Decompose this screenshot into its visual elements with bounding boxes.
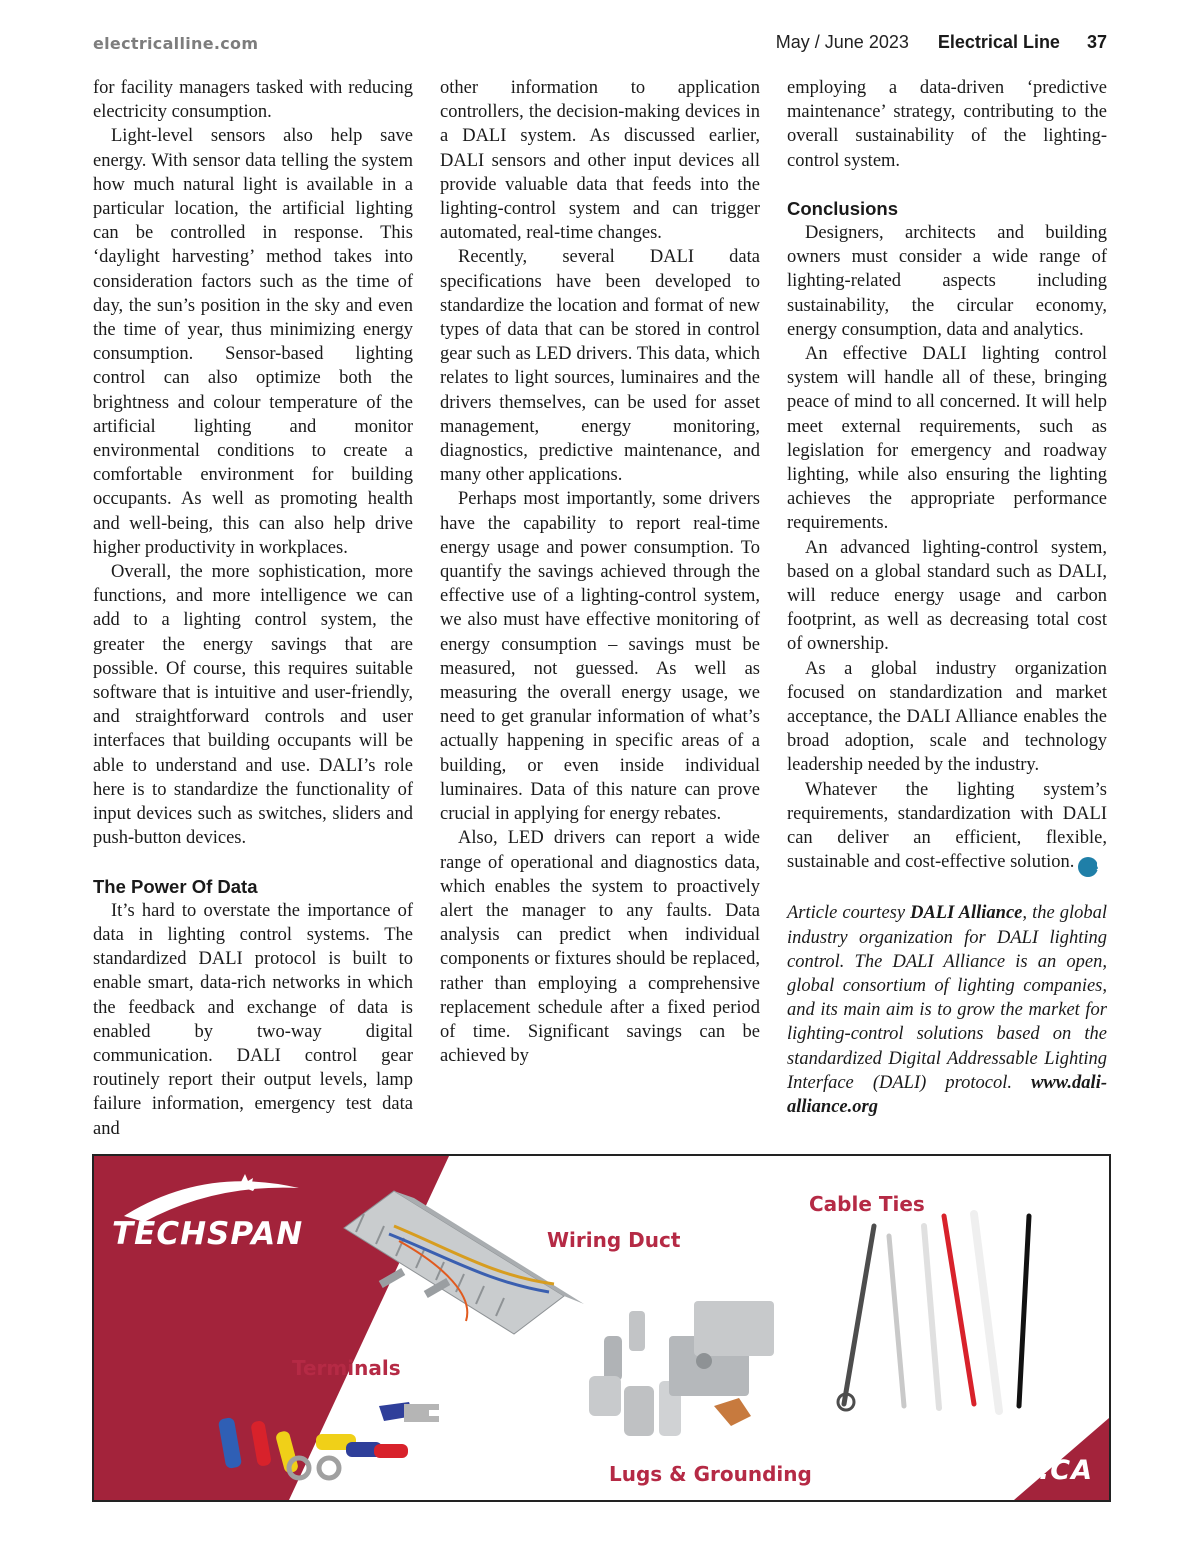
paragraph: Also, LED drivers can report a wide range of operational and diagnostics data, which enables the system to proactively alert the manager to any faults. Data analysis can predict when individual components or fixtures should be replaced, rather than employing a comprehensive replacement schedule after a fixed period of time. Significant savings can be achieved by [440, 828, 760, 1067]
section-heading: The Power Of Data [93, 875, 258, 897]
end-of-article-icon: Ω [1078, 857, 1098, 877]
article-column-1 [93, 76, 413, 1141]
techspan-advertisement[interactable] [92, 1154, 1111, 1502]
paragraph-text: Whatever the lighting system’s requirements, standardization with DALI can deliver an efficient, flexible, sustainable and cost-effective solution. [787, 779, 1107, 873]
label-cable-ties: Cable Ties [809, 1192, 925, 1216]
credit-description: , the global industry organization for DALI lighting control. The DALI Alliance is an open, global consortium of lighting companies, and its main aim is to grow the market for lighting-control solutions based on the standardized Digital Addressable Lighting Interface (DALI) protocol. [787, 903, 1107, 1093]
credit-prefix: Article courtesy [787, 903, 911, 924]
label-lugs-grounding: Lugs & Grounding [609, 1462, 812, 1486]
brand-website[interactable]: TECHSPAN.CA [871, 1455, 1093, 1486]
page-header [93, 32, 1107, 60]
paragraph: An effective DALI lighting control system will handle all of these, bringing peace of mind to all concerned. It will help meet external requirements, such as legislation for emergency and roadway lighting, while also ensuring the lighting achieves the appropriate performance requirements. [787, 344, 1107, 534]
paragraph [787, 778, 1107, 878]
section-gap [787, 877, 1107, 901]
page-number: 37 [1086, 32, 1107, 52]
paragraph: Recently, several DALI data specifications have been developed to standardize the location and format of new types of data that can be stored in control gear such as LED drivers. This data, which relates to light sources, luminaires and the drivers themselves, can be used for asset management, energy monitoring, diagnostics, predictive maintenance, and many other applications. [440, 247, 760, 486]
label-terminals: Terminals [292, 1356, 401, 1380]
paragraph: for facility managers tasked with reducing electricity consumption. [93, 78, 413, 123]
paragraph: As a global industry organization focused on standardization and market acceptance, the DALI Alliance enables the broad adoption, scale and technology leadership needed by the industry. [787, 658, 1107, 776]
article-column-2 [440, 76, 760, 1068]
ad-background [94, 1156, 1109, 1500]
credit-organization: DALI Alliance [910, 903, 1023, 924]
paragraph: employing a data-driven ‘predictive maintenance’ strategy, contributing to the overall sustainability of the lighting-control system. [787, 78, 1107, 171]
article-column-3 [787, 76, 1107, 1119]
label-wiring-duct: Wiring Duct [547, 1228, 681, 1252]
section-heading: Conclusions [787, 197, 899, 219]
section-gap [787, 173, 1107, 197]
magazine-title: Electrical Line [937, 32, 1060, 52]
site-name: electricalline.com [93, 34, 259, 53]
credit-website-link[interactable]: www.dali-alliance.org [787, 1072, 1107, 1117]
paragraph: An advanced lighting-control system, based on a global standard such as DALI, will reduce energy usage and carbon footprint, as well as decreasing total cost of ownership. [787, 537, 1107, 655]
brand-logo-top: TECHSPAN [112, 1216, 304, 1252]
issue-date: May / June 2023 [775, 32, 909, 52]
paragraph: Perhaps most importantly, some drivers have the capability to report real-time energy usage and power consumption. To quantify the savings achieved through the effective use of a lighting-control system, we also must have effective monitoring of energy consumption – savings must be measured, not guessed. As well as measuring the overall energy usage, we need to get granular information of what’s actually happening in specific areas of a building, or even inside individual luminaires. Data of this nature can prove crucial in applying for energy rebates. [440, 489, 760, 825]
paragraph: Overall, the more sophistication, more functions, and more intelligence we can add to a lighting control system, the greater the energy savings that are possible. Of course, this requires suitable software that is intuitive and user-friendly, and straightforward controls and user interfaces that building occupants will be able to understand and use. DALI’s role here is to standardize the functionality of input devices such as switches, sliders and push-button devices. [93, 562, 413, 849]
header-right [776, 32, 1107, 53]
paragraph: other information to application controllers, the decision-making devices in a DALI system. As discussed earlier, DALI sensors and other input devices all provide valuable data that feeds into the lighting-control system and can trigger automated, real-time changes. [440, 78, 760, 244]
section-gap [93, 851, 413, 875]
paragraph: Light-level sensors also help save energy. With sensor data telling the system how much natural light is available in a particular location, the artificial lighting can be controlled in response. This ‘daylight harvesting’ method takes into consideration factors such as the time of day, the sun’s position in the sky and even the time of year, thus minimizing energy consumption. Sensor-based lighting control can also optimize both the brightness and colour temperature of the artificial lighting and monitor environmental conditions to create a comfortable environment for building occupants. As well as promoting health and well-being, this can also help drive higher productivity in workplaces. [93, 126, 413, 558]
paragraph: Designers, architects and building owners must consider a wide range of lighting-related aspects including sustainability, the circular economy, energy consumption, data and analytics. [787, 223, 1107, 340]
paragraph: It’s hard to overstate the importance of data in lighting control systems. The standardized DALI protocol is built to enable smart, data-rich networks in which the feedback and exchange of data is enabled by two-way digital communication. DALI control gear routinely report their output levels, lamp failure information, emergency test data and [93, 900, 413, 1139]
article-credit [787, 901, 1107, 1119]
